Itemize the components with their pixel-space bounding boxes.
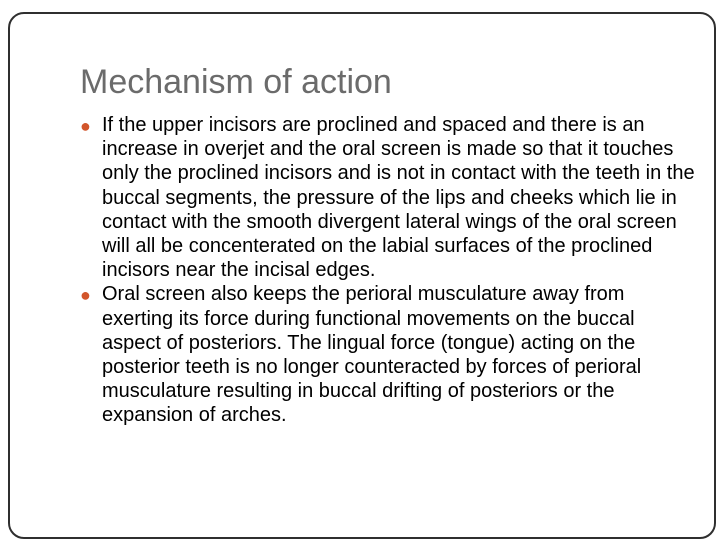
slide-title: Mechanism of action <box>80 63 392 101</box>
circle-bullet-icon: ● <box>80 116 91 136</box>
circle-bullet-icon: ● <box>80 285 91 306</box>
bullet-text: Oral screen also keeps the perioral musculature away from exerting its force during functional movements on the buccal aspect of posteriors. The lingual force (tongue) acting on the posterior teeth is no longer counteracted by forces of perioral musculature resulting in buccal drifting of posteriors or the expansion of arches. <box>102 283 642 427</box>
bullet-text: If the upper incisors are proclined and spaced and there is an increase in overjet and the oral screen is made so that it touches only the proclined incisors and is not in contact with the teeth in the buccal segments, the pressure of the lips and cheeks which lie in contact with the smooth divergent lateral wings of the oral screen will all be concenterated on the labial surfaces of the proclined incisors near the incisal edges. <box>102 114 695 282</box>
bullet-item <box>80 282 698 427</box>
bullet-item <box>80 113 698 282</box>
bullet-list <box>80 113 698 428</box>
